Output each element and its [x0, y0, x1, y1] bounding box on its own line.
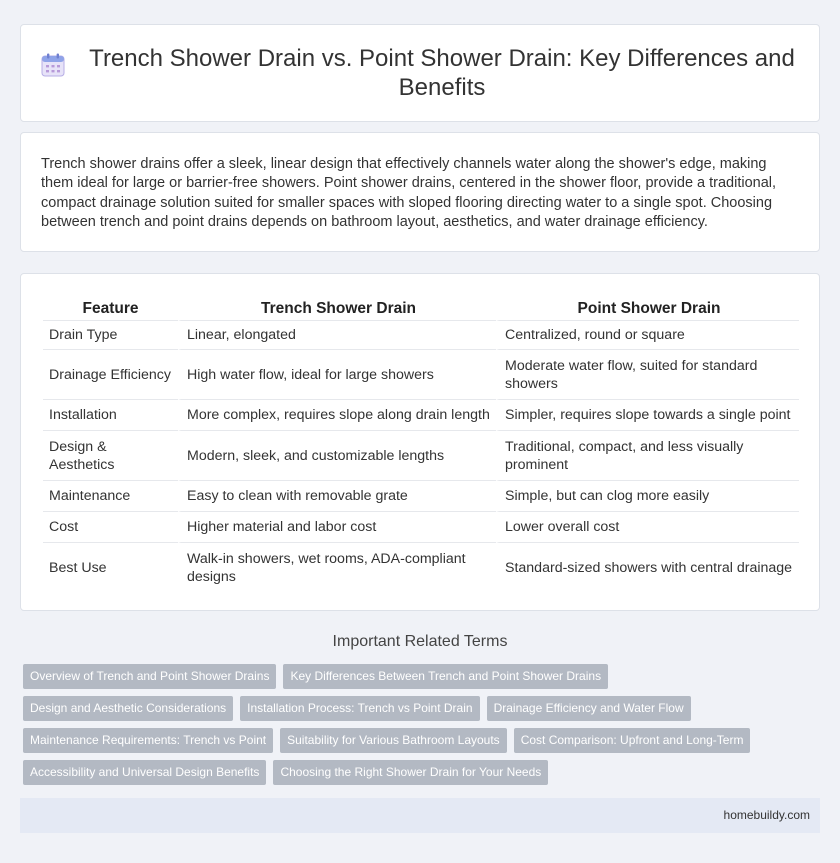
table-row [43, 542, 799, 592]
table-row [43, 399, 799, 430]
page-title: Trench Shower Drain vs. Point Shower Drain: Key Differences and Benefits [89, 45, 795, 101]
intro-paragraph: Trench shower drains offer a sleek, linear design that effectively channels water along the shower's edge, making them ideal for large or barrier-free showers. Point shower drains, centered in the shower floor, provide a traditional, compact drainage solution suited for smaller spaces with sloped flooring directing water to a single spot. Choosing between trench and point drains depends on bathroom layout, aesthetics, and water drainage efficiency. [41, 156, 777, 231]
table-cell: Drain Type [43, 320, 178, 349]
table-cell: Best Use [43, 542, 178, 592]
intro-card [20, 132, 820, 252]
table-cell: Higher material and labor cost [178, 511, 496, 542]
table-cell: Simpler, requires slope towards a single point [496, 399, 799, 430]
related-term-tag[interactable]: Overview of Trench and Point Shower Drains [23, 664, 276, 689]
table-cell: Easy to clean with removable grate [178, 480, 496, 511]
related-term-tag[interactable]: Drainage Efficiency and Water Flow [487, 696, 691, 721]
related-terms-title: Important Related Terms [332, 633, 508, 650]
comparison-table [43, 296, 799, 592]
table-row [43, 430, 799, 480]
table-row [43, 320, 799, 349]
page-footer [20, 798, 820, 833]
comparison-card [20, 273, 820, 611]
tag-row [23, 664, 823, 690]
table-cell: Moderate water flow, suited for standard showers [496, 349, 799, 399]
table-cell: Drainage Efficiency [43, 349, 178, 399]
tag-row [23, 728, 823, 754]
related-term-tag[interactable]: Suitability for Various Bathroom Layouts [280, 728, 507, 753]
related-term-tag[interactable]: Cost Comparison: Upfront and Long-Term [514, 728, 751, 753]
table-cell: Modern, sleek, and customizable lengths [178, 430, 496, 480]
table-row [43, 511, 799, 542]
table-row [43, 480, 799, 511]
table-cell: Linear, elongated [178, 320, 496, 349]
related-term-tag[interactable]: Accessibility and Universal Design Benefits [23, 760, 266, 785]
table-cell: Standard-sized showers with central drainage [496, 542, 799, 592]
related-term-tag[interactable]: Key Differences Between Trench and Point Shower Drains [283, 664, 608, 689]
related-term-tag[interactable]: Maintenance Requirements: Trench vs Point [23, 728, 273, 753]
column-header-trench: Trench Shower Drain [178, 296, 496, 320]
table-header-row [43, 296, 799, 320]
table-cell: Walk-in showers, wet rooms, ADA-compliant designs [178, 542, 496, 592]
table-cell: High water flow, ideal for large showers [178, 349, 496, 399]
table-cell: More complex, requires slope along drain length [178, 399, 496, 430]
related-term-tag[interactable]: Installation Process: Trench vs Point Drain [240, 696, 479, 721]
table-cell: Centralized, round or square [496, 320, 799, 349]
table-row [43, 349, 799, 399]
page-header [20, 24, 820, 122]
tag-row [23, 760, 823, 786]
tag-row [23, 696, 823, 722]
related-term-tag[interactable]: Choosing the Right Shower Drain for Your Needs [273, 760, 548, 785]
table-cell: Simple, but can clog more easily [496, 480, 799, 511]
footer-site-link[interactable]: homebuildy.com [723, 808, 810, 822]
related-term-tag[interactable]: Design and Aesthetic Considerations [23, 696, 233, 721]
related-terms-list [23, 664, 823, 792]
table-cell: Maintenance [43, 480, 178, 511]
table-cell: Design & Aesthetics [43, 430, 178, 480]
calendar-icon [40, 52, 66, 78]
column-header-feature: Feature [82, 300, 139, 317]
table-cell: Traditional, compact, and less visually prominent [496, 430, 799, 480]
table-cell: Lower overall cost [496, 511, 799, 542]
table-cell: Cost [43, 511, 178, 542]
table-cell: Installation [43, 399, 178, 430]
column-header-point: Point Shower Drain [496, 296, 799, 320]
